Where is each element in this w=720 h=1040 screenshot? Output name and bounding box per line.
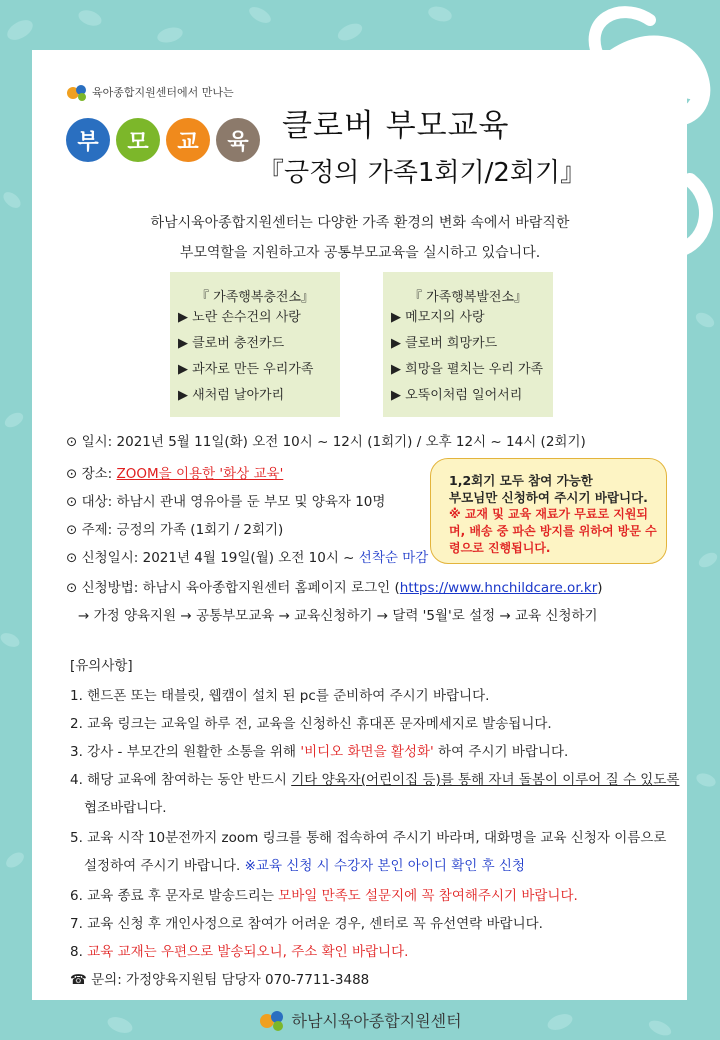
note-7: 7. 교육 신청 후 개인사정으로 참여가 어려운 경우, 센터로 꼭 유선연락 바랍니다. (70, 916, 543, 932)
page-title: 클로버 부모교육 (282, 108, 510, 144)
info-method-close: ) (597, 580, 603, 596)
notes-heading: [유의사항] (70, 658, 133, 674)
session-1-item: ▶ 과자로 만든 우리가족 (178, 362, 314, 377)
note-6-highlight: 모바일 만족도 설문지에 꼭 참여해주시기 바랍니다. (278, 888, 578, 904)
callout-line-2: 부모님만 신청하여 주시기 바랍니다. (449, 490, 648, 505)
callout-notice (430, 458, 667, 564)
note-3-text: 3. 강사 - 부모간의 원활한 소통을 위해 (70, 744, 301, 760)
note-1: 1. 핸드폰 또는 태블릿, 웹캠이 설치 된 pc를 준비하여 주시기 바랍니다. (70, 688, 490, 704)
info-method-path: → 가정 양육지원 → 공통부모교육 → 교육신청하기 → 달력 '5월'로 설정 → 교육 신청하기 (78, 608, 598, 624)
note-8-highlight: 교육 교재는 우편으로 발송되오니, 주소 확인 바랍니다. (87, 944, 409, 960)
info-place-value: ZOOM을 이용한 '화상 교육' (116, 466, 284, 482)
note-6-text: 6. 교육 종료 후 문자로 발송드리는 (70, 888, 279, 904)
note-5-cont-text: 설정하여 주시기 바랍니다. (84, 858, 245, 874)
note-4-cont: 협조바랍니다. (84, 800, 167, 816)
note-8-number: 8. (70, 944, 88, 960)
note-5: 5. 교육 시작 10분전까지 zoom 링크를 통해 접속하여 주시기 바라며, 대화명을 교육 신청자 이름으로 (70, 830, 667, 846)
page-subtitle: 『긍정의 가족1회기/2회기』 (258, 158, 587, 188)
note-3-highlight: '비디오 화면을 활성화' (300, 744, 434, 760)
session-2-item: ▶ 메모지의 사랑 (391, 310, 485, 325)
session-2-item: ▶ 희망을 펼치는 우리 가족 (391, 362, 544, 377)
note-8 (70, 940, 408, 960)
note-4 (70, 768, 679, 788)
first-come-notice: 선착순 마감 (358, 550, 429, 566)
intro-line-1: 하남시육아종합지원센터는 다양한 가족 환경의 변화 속에서 바람직한 (150, 215, 570, 231)
session-2-title: 『 가족행복발전소』 (408, 290, 528, 305)
info-place-label: ⊙ 장소: (66, 466, 117, 482)
note-4-underline: 기타 양육자(어린이집 등)를 통해 자녀 돌봄이 이루어 질 수 있도록 (291, 772, 680, 788)
brand-subtitle: 육아종합지원센터에서 만나는 (92, 86, 234, 99)
brand-line (66, 82, 234, 102)
note-5-highlight: ※교육 신청 시 수강자 본인 아이디 확인 후 신청 (244, 858, 526, 874)
center-logo-icon (66, 82, 88, 102)
session-2-box (383, 272, 553, 417)
parent-education-badges (66, 118, 260, 162)
info-place (66, 462, 283, 482)
info-method-label: ⊙ 신청방법: 하남시 육아종합지원센터 홈페이지 로그인 ( (66, 580, 400, 596)
session-2-item: ▶ 클로버 희망카드 (391, 336, 498, 351)
info-apply-date-label: ⊙ 신청일시: 2021년 4월 19일(월) 오전 10시 ~ (66, 550, 359, 566)
note-6 (70, 884, 578, 904)
badge-yuk: 육 (216, 118, 260, 162)
session-1-title: 『 가족행복충전소』 (195, 290, 315, 305)
badge-bu: 부 (66, 118, 110, 162)
session-2-item: ▶ 오뚝이처럼 일어서리 (391, 388, 523, 403)
session-1-item: ▶ 클로버 충전카드 (178, 336, 285, 351)
info-topic: ⊙ 주제: 긍정의 가족 (1회기 / 2회기) (66, 522, 284, 538)
info-apply-date (66, 546, 428, 566)
session-1-box (170, 272, 340, 417)
info-date: ⊙ 일시: 2021년 5월 11일(화) 오전 10시 ~ 12시 (1회기) / 오후 12시 ~ 14시 (2회기) (66, 434, 586, 450)
callout-line-1: 1,2회기 모두 참여 가능한 (449, 473, 593, 488)
info-method (66, 576, 603, 596)
info-target: ⊙ 대상: 하남시 관내 영유아를 둔 부모 및 양육자 10명 (66, 494, 386, 510)
center-logo-icon (258, 1008, 286, 1032)
note-2: 2. 교육 링크는 교육일 하루 전, 교육을 신청하신 휴대폰 문자메세지로 발송됩니다. (70, 716, 552, 732)
footer-org-name: 하남시육아종합지원센터 (291, 1011, 462, 1031)
contact-info: ☎ 문의: 가정양육지원팀 담당자 070-7711-3488 (70, 972, 370, 988)
note-3 (70, 740, 568, 760)
badge-mo: 모 (116, 118, 160, 162)
footer (0, 1008, 720, 1032)
note-4-text: 4. 해당 교육에 참여하는 동안 반드시 (70, 772, 292, 788)
note-3-end: 하여 주시기 바랍니다. (433, 744, 569, 760)
note-5-cont (84, 854, 525, 874)
intro-line-2: 부모역할을 지원하고자 공통부모교육을 실시하고 있습니다. (179, 245, 541, 261)
session-1-item: ▶ 새처럼 날아가리 (178, 388, 285, 403)
session-1-item: ▶ 노란 손수건의 사랑 (178, 310, 301, 325)
callout-line-3: ※ 교재 및 교육 재료가 무료로 지원되며, 배송 중 파손 방지를 위하여 방문 수령으로 진행됩니다. (449, 507, 657, 555)
homepage-link[interactable]: https://www.hnchildcare.or.kr (399, 580, 598, 596)
badge-gyo: 교 (166, 118, 210, 162)
